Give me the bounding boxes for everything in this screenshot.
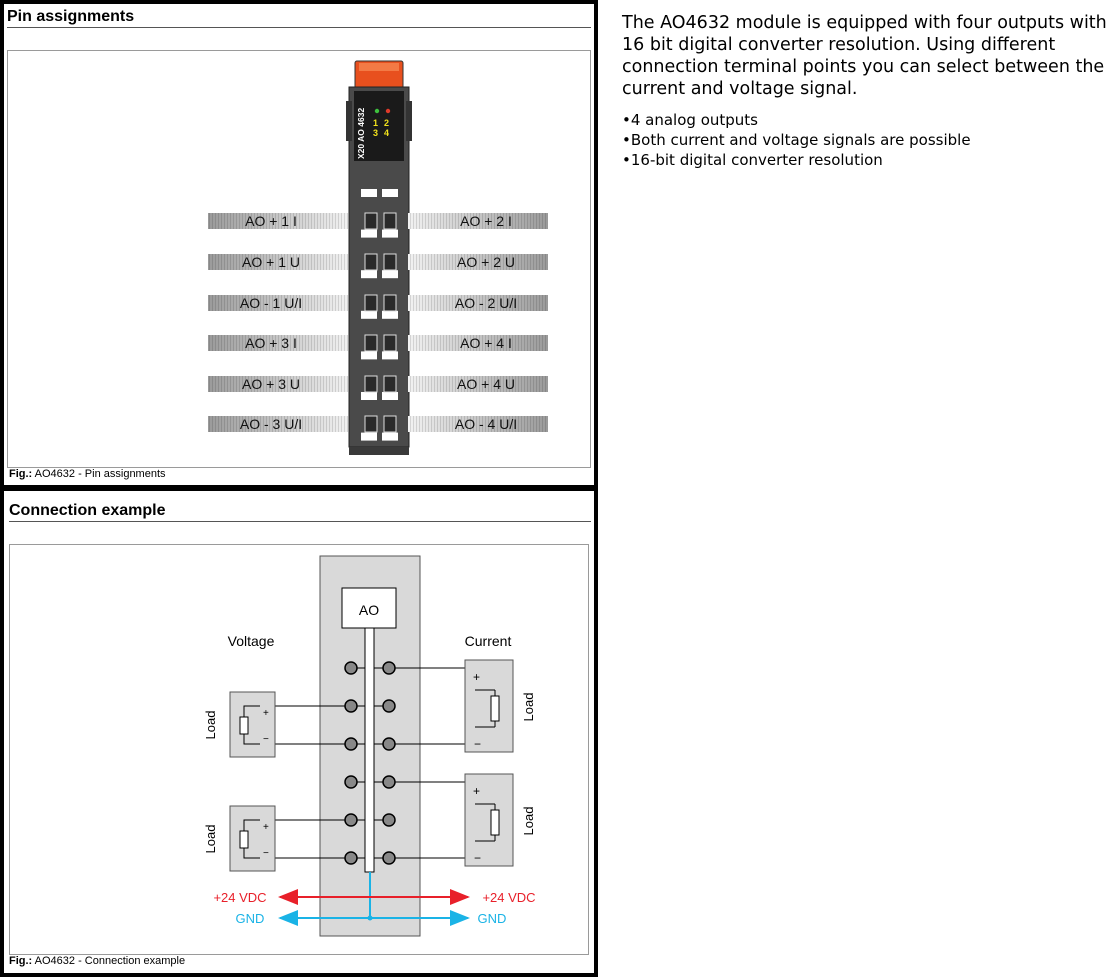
plus-sign: + xyxy=(473,784,481,798)
feature-item: • 4 analog outputs xyxy=(622,110,1112,130)
current-load-1 xyxy=(465,660,536,752)
load-label: Load xyxy=(521,806,536,836)
terminal-slot xyxy=(384,295,396,311)
feature-item: • Both current and voltage signals are possible xyxy=(622,130,1112,150)
led-number-4: 4 xyxy=(384,128,390,138)
led-number-1: 1 xyxy=(373,118,379,128)
current-load-2 xyxy=(465,774,536,866)
supply-label-left: +24 VDC xyxy=(213,890,267,905)
feature-item: • 16-bit digital converter resolution xyxy=(622,150,1112,170)
terminal-tab xyxy=(382,392,398,400)
plus-sign: + xyxy=(263,822,269,833)
right-pin-label: AO + 4 I xyxy=(460,335,512,351)
load-label: Load xyxy=(203,710,218,740)
terminal-tab xyxy=(382,270,398,278)
caption-prefix: Fig.: xyxy=(9,955,33,967)
terminal-point xyxy=(383,852,395,864)
feature-list xyxy=(622,110,1112,170)
connection-example-figure xyxy=(9,544,589,955)
terminal-point xyxy=(383,776,395,788)
caption-prefix: Fig.: xyxy=(9,468,33,480)
connection-example-title: Connection example xyxy=(9,501,591,522)
right-pin-label: AO + 2 I xyxy=(460,213,512,229)
voltage-label: Voltage xyxy=(227,633,275,649)
left-pin-label: AO + 3 I xyxy=(245,335,297,351)
terminal-slot xyxy=(365,213,377,229)
led-number-3: 3 xyxy=(373,128,379,138)
terminal-slot xyxy=(365,335,377,351)
minus-sign: − xyxy=(474,851,482,865)
terminal-tab xyxy=(361,433,377,441)
terminal-point xyxy=(345,700,357,712)
terminal-slot xyxy=(384,376,396,392)
left-pin-label: AO - 3 U/I xyxy=(239,416,303,432)
terminal-slot xyxy=(365,254,377,270)
terminal-point xyxy=(383,814,395,826)
terminal-tab xyxy=(382,351,398,359)
terminal-point xyxy=(345,814,357,826)
terminal-point xyxy=(345,776,357,788)
terminal-tab xyxy=(382,189,398,197)
terminal-point xyxy=(383,738,395,750)
terminal-slot xyxy=(384,416,396,432)
minus-sign: − xyxy=(263,848,269,859)
load-label: Load xyxy=(203,824,218,854)
voltage-load-2 xyxy=(203,806,275,871)
caption-text: AO4632 - Pin assignments xyxy=(32,468,166,480)
plus-sign: + xyxy=(473,670,481,684)
ao-label: AO xyxy=(358,602,380,618)
right-pin-label: AO - 4 U/I xyxy=(454,416,518,432)
terminal-tab xyxy=(361,270,377,278)
connection-example-caption xyxy=(9,955,185,968)
pin-assignments-title: Pin assignments xyxy=(7,7,591,28)
description-intro: The AO4632 module is equipped with four outputs with 16 bit digital converter resolution. Using different connection terminal points you can select between the current and voltage signal. xyxy=(622,13,1107,99)
terminal-slot xyxy=(384,254,396,270)
terminal-tab xyxy=(382,433,398,441)
connection-example-panel xyxy=(0,487,598,977)
gnd-label-right: GND xyxy=(477,911,507,926)
terminal-point xyxy=(383,662,395,674)
gnd-junction xyxy=(368,916,373,921)
wiring-diagram xyxy=(10,545,590,954)
left-pin-label: AO + 1 I xyxy=(245,213,297,229)
pin-assignments-figure xyxy=(7,50,591,468)
terminal-tab xyxy=(361,311,377,319)
module-description xyxy=(622,12,1112,170)
left-pin-labels xyxy=(208,213,348,432)
gnd-label-left: GND xyxy=(235,911,265,926)
plus-sign: + xyxy=(263,708,269,719)
terminal-slot xyxy=(365,376,377,392)
left-pin-label: AO + 3 U xyxy=(242,376,300,392)
terminal-tab xyxy=(361,351,377,359)
terminal-tab xyxy=(361,230,377,238)
minus-sign: − xyxy=(474,737,482,751)
led-number-2: 2 xyxy=(384,118,390,128)
left-pin-label: AO - 1 U/I xyxy=(239,295,303,311)
supply-label-right: +24 VDC xyxy=(482,890,536,905)
module-type-label: X20 AO 4632 xyxy=(356,107,366,159)
caption-text: AO4632 - Connection example xyxy=(32,955,186,967)
pin-assignments-caption xyxy=(9,468,166,481)
module-pin-diagram xyxy=(8,51,596,467)
pin-assignments-panel xyxy=(0,0,598,489)
right-pin-label: AO - 2 U/I xyxy=(454,295,518,311)
terminal-point xyxy=(345,662,357,674)
right-pin-label: AO + 4 U xyxy=(457,376,515,392)
ao-bus-bar xyxy=(365,628,374,872)
terminal-slot xyxy=(365,416,377,432)
terminal-point xyxy=(383,700,395,712)
terminal-slot xyxy=(384,335,396,351)
terminal-tab xyxy=(382,311,398,319)
voltage-load-1 xyxy=(203,692,275,757)
current-label: Current xyxy=(464,633,512,649)
load-label: Load xyxy=(521,692,536,722)
minus-sign: − xyxy=(263,734,269,745)
right-pin-label: AO + 2 U xyxy=(457,254,515,270)
terminal-slot xyxy=(365,295,377,311)
left-pin-label: AO + 1 U xyxy=(242,254,300,270)
right-pin-labels xyxy=(408,213,548,432)
terminal-tab xyxy=(361,392,377,400)
terminal-point xyxy=(345,738,357,750)
terminal-tab xyxy=(382,230,398,238)
terminal-tab xyxy=(361,189,377,197)
terminal-point xyxy=(345,852,357,864)
terminal-slot xyxy=(384,213,396,229)
